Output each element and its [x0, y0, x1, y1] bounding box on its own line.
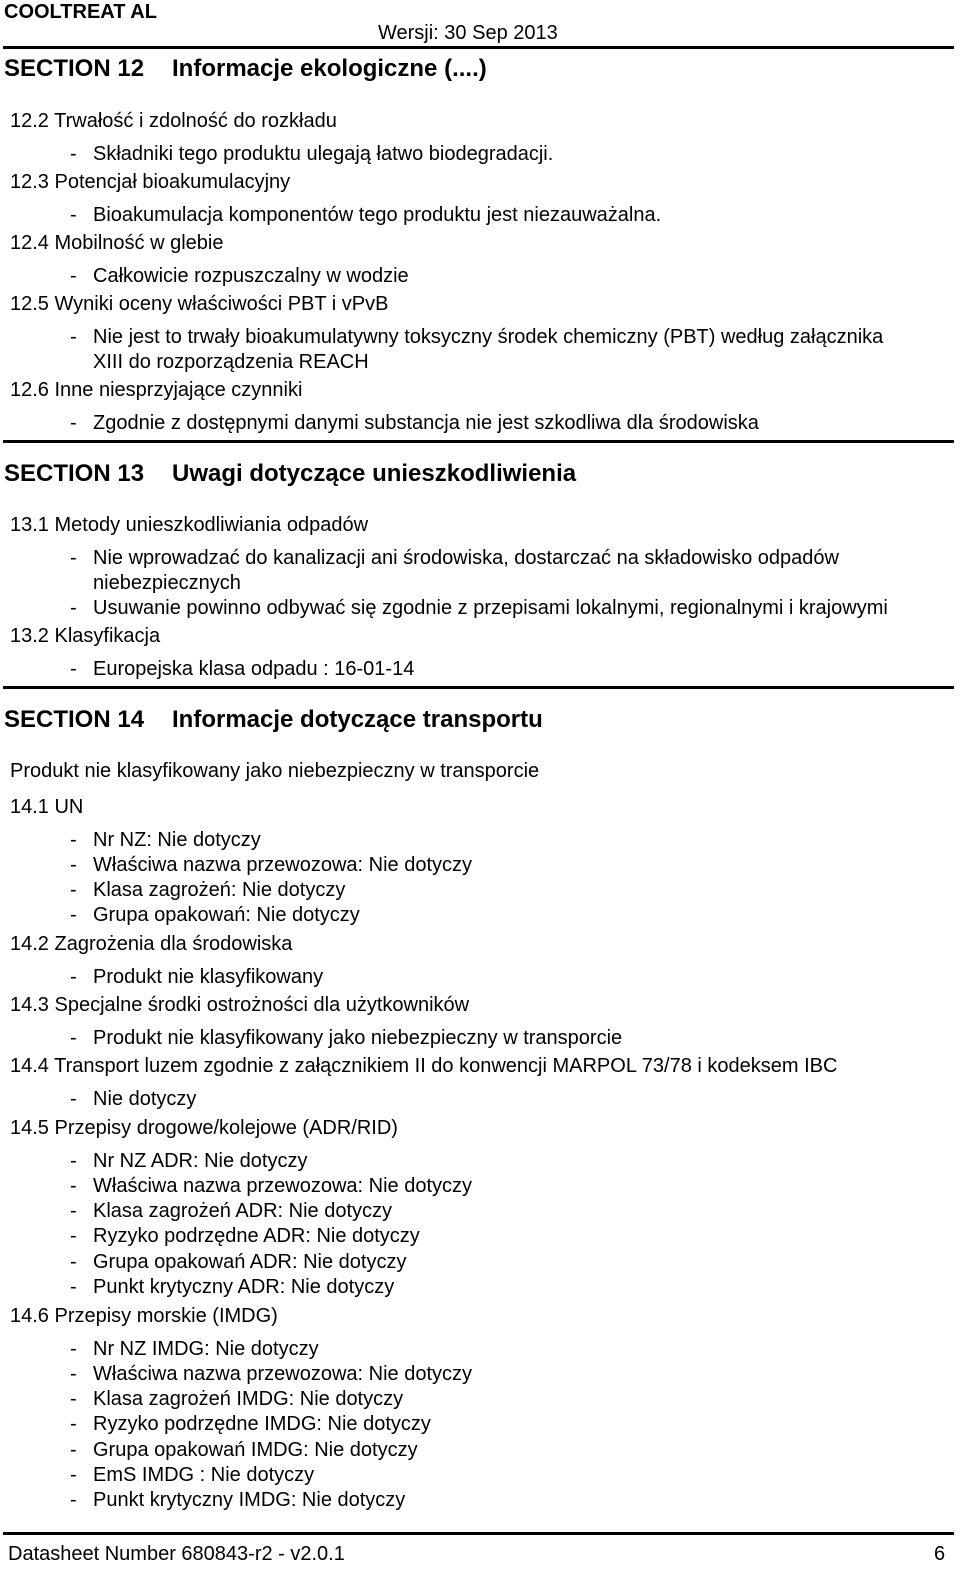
- subsection-12-4-heading: 12.4 Mobilność w glebie: [10, 232, 224, 254]
- section-divider: [3, 440, 954, 443]
- subsection-14-2-heading: 14.2 Zagrożenia dla środowiska: [10, 933, 293, 955]
- page-number: 6: [934, 1543, 946, 1565]
- datasheet-number: Datasheet Number 680843-r2 - v2.0.1: [8, 1543, 345, 1565]
- subsection-12-6-heading: 12.6 Inne niesprzyjające czynniki: [10, 379, 303, 401]
- document-brand: COOLTREAT AL: [4, 1, 157, 23]
- section-14-intro: Produkt nie klasyfikowany jako niebezpieczny w transporcie: [10, 760, 540, 782]
- subsection-14-1-heading: 14.1 UN: [10, 796, 84, 818]
- subsection-14-5-heading: 14.5 Przepisy drogowe/kolejowe (ADR/RID): [10, 1117, 398, 1139]
- subsection-14-6-heading: 14.6 Przepisy morskie (IMDG): [10, 1305, 278, 1327]
- document-version: Wersji: 30 Sep 2013: [378, 22, 558, 44]
- subsection-14-4-heading: 14.4 Transport luzem zgodnie z załącznikiem II do konwencji MARPOL 73/78 i kodeksem IBC: [10, 1055, 838, 1077]
- section-12-number: SECTION 12: [4, 55, 145, 82]
- subsection-13-2-heading: 13.2 Klasyfikacja: [10, 625, 161, 647]
- section-12-title: Informacje ekologiczne (....): [172, 55, 487, 82]
- section-14-number: SECTION 14: [4, 706, 145, 733]
- section-13-number: SECTION 13: [4, 460, 145, 487]
- section-13-title: Uwagi dotyczące unieszkodliwienia: [172, 460, 577, 487]
- subsection-12-3-heading: 12.3 Potencjał bioakumulacyjny: [10, 171, 291, 193]
- header-rule: [3, 46, 954, 49]
- footer-rule: [3, 1532, 954, 1535]
- section-divider: [3, 686, 954, 689]
- subsection-12-5-heading: 12.5 Wyniki oceny właściwości PBT i vPvB: [10, 293, 389, 315]
- subsection-14-3-heading: 14.3 Specjalne środki ostrożności dla użytkowników: [10, 994, 470, 1016]
- subsection-13-1-heading: 13.1 Metody unieszkodliwiania odpadów: [10, 514, 369, 536]
- subsection-12-2-heading: 12.2 Trwałość i zdolność do rozkładu: [10, 110, 337, 132]
- section-14-title: Informacje dotyczące transportu: [172, 706, 543, 733]
